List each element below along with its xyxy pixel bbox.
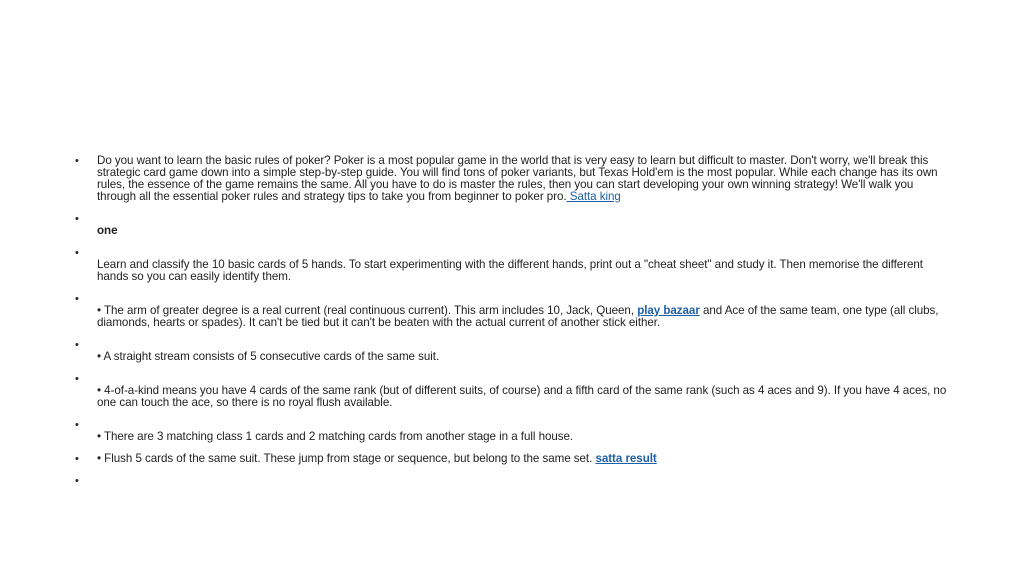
step-heading: one — [97, 224, 118, 237]
bullet-dot: • — [75, 419, 79, 431]
bullet-dot: • — [75, 247, 79, 259]
bullet-dot: • — [75, 475, 79, 487]
classify-hands-text: Learn and classify the 10 basic cards of 5 hands. To start experimenting with the different hands, print out a "cheat sheet" and study it. Then memorise the different hands so you can easily identify them. — [97, 258, 923, 283]
intro-text: Do you want to learn the basic rules of poker? Poker is a most popular game in the world that is very easy to learn but difficult to master. Don't worry, we'll break this strategic card game down into a simple step-by-step guide. You will find tons of poker variants, but Texas Hold'em is the most popular. While each change has its own rules, the essence of the game remains the same. All you have to do is master the rules, then you can start developing your own winning strategy! We'll walk you through all the essential poker rules and strategy tips to take you from beginner to poker pro. — [97, 154, 938, 203]
four-of-a-kind-text: • 4-of-a-kind means you have 4 cards of the same rank (but of different suits, of course) and a fifth card of the same rank (such as 4 aces and 9). If you have 4 aces, no one can touch the ace, so there is no royal flush available. — [97, 384, 947, 409]
empty-line — [97, 213, 950, 225]
list-item — [75, 419, 950, 443]
bullet-dot: • — [75, 213, 79, 225]
list-item — [75, 247, 950, 283]
bullet-dot: • — [75, 155, 79, 167]
play-bazaar-link[interactable]: play bazaar — [637, 304, 700, 317]
bullet-dot: • — [75, 453, 79, 465]
list-item — [75, 213, 950, 237]
intro-paragraph — [97, 155, 950, 203]
list-item — [75, 373, 950, 409]
flush-paragraph — [97, 453, 950, 465]
royal-flush-text-end: and Ace of the same team, one type (all clubs, diamonds, hearts or spades). It can't be tied but it can't be beaten with the actual current of another stick either. — [97, 304, 939, 329]
list-item — [75, 475, 950, 487]
list-item — [75, 453, 950, 465]
bullet-dot: • — [75, 339, 79, 351]
satta-king-link[interactable]: Satta king — [566, 190, 621, 203]
list-item — [75, 155, 950, 203]
empty-line — [97, 475, 950, 487]
royal-flush-paragraph — [97, 305, 950, 329]
bullet-dot: • — [75, 373, 79, 385]
full-house-text: • There are 3 matching class 1 cards and 2 matching cards from another stage in a full house. — [97, 430, 574, 443]
flush-text: • Flush 5 cards of the same suit. These jump from stage or sequence, but belong to the same set. — [97, 452, 596, 465]
straight-flush-text: • A straight stream consists of 5 consecutive cards of the same suit. — [97, 350, 440, 363]
royal-flush-text-start: • The arm of greater degree is a real current (real continuous current). This arm includes 10, Jack, Queen, — [97, 304, 638, 317]
list-item — [75, 339, 950, 363]
satta-result-link[interactable]: satta result — [595, 452, 657, 465]
bullet-list — [75, 155, 950, 487]
bullet-dot: • — [75, 293, 79, 305]
list-item — [75, 293, 950, 329]
